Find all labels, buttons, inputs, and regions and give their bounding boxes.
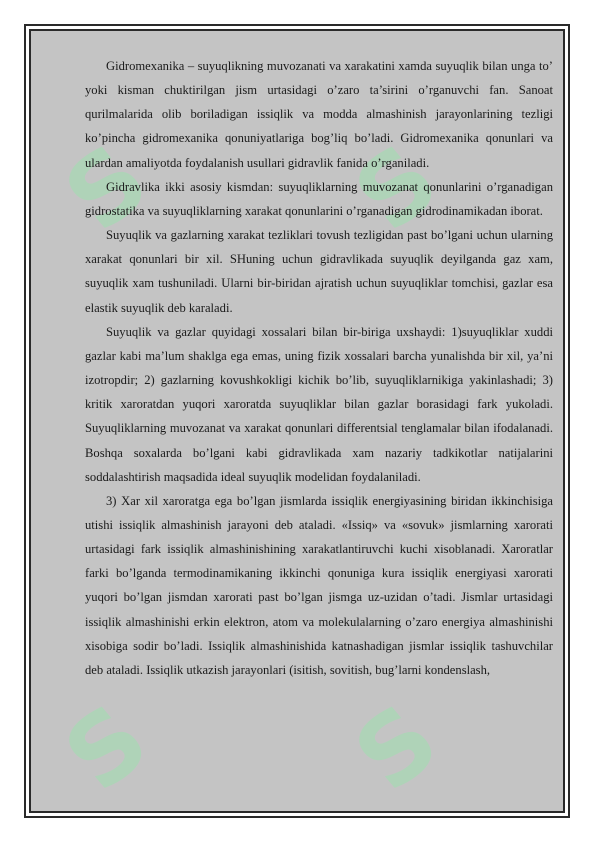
watermark-logo: S	[334, 682, 460, 814]
paragraph: Suyuqlik va gazlarning xarakat tezliklari tovush tezligidan past bo’lgani uchun ularning xarakat qonunlari bir xil. SHuning uchun gidravlikada suyuqlik deyilganda gaz xam, suyuqlik xam tushuniladi. Ularni bir-biridan ajratish uchun suyuqliklar tomchisi, gazlar esa elastik suyuqlik deb karaladi.	[85, 228, 553, 315]
paragraph: Gidravlika ikki asosiy kismdan: suyuqliklarning muvozanat qonunlarini o’rganadigan gidrostatika va suyuqliklarning xarakat qonunlarini o’rganadigan gidrodinamikadan iborat.	[85, 179, 553, 218]
watermark-logo: S	[44, 682, 170, 814]
document-body	[85, 54, 553, 682]
paragraph: Gidromexanika – suyuqlikning muvozanati va xarakatini xamda suyuqlik bilan unga to’ yoki kisman chuktirilgan jism urtasidagi o’zaro ta’sirini o’rganuvchi fan. Sanoat qurilmalarida olib boriladigan issiqlik va modda almashinish jarayonlarining tezligi ko’pincha gidromexanika qonuniyatlariga bog’liq bo’ladi. Gidromexanika qonunlari va ulardan amaliyotda foydalanish usullari gidravlik fanida o’rganiladi.	[85, 59, 553, 170]
paragraph: 3) Xar xil xaroratga ega bo’lgan jismlarda issiqlik energiyasining biridan ikkinchisiga utishi issiqlik almashinish jarayoni deb ataladi. «Issiq» va «sovuk» jismlarning xarorati urtasidagi fark issiqlik almashinishining xarakatlantiruvchi kuchi xisoblanadi. Xaroratlar farki bo’lganda termodinamikaning ikkinchi qonuniga kura issiqlik energiyasi xarorati yuqori bo’lgan jismdan xarorati past bo’lgan jismga uz-uzidan o’tadi. Jismlar urtasidagi issiqlik almashinishi erkin elektron, atom va molekulalarning o’zaro energiya almashinishi xisobiga sodir bo’ladi. Issiqlik almashinishida katnashadigan jismlar issiqlik tashuvchilar deb ataladi. Issiqlik utkazish jarayonlari (isitish, sovitish, bug’larni kondenslash,	[85, 493, 553, 677]
watermark-logo: S	[334, 122, 460, 254]
watermark-logo: S	[44, 122, 170, 254]
paragraph: Suyuqlik va gazlar quyidagi xossalari bilan bir-biriga uxshaydi: 1)suyuqliklar xuddi gazlar kabi ma’lum shaklga ega emas, uning fizik xossalari barcha yunalishda bir xil, ya’ni izotropdir; 2) gazlarning kovushkokligi kichik bo’lib, suyuqliklarnikiga yakinlashadi; 3) kritik xaroratdan yuqori xaroratda suyuqliklar bilan gazlar borasidagi fark yukoladi. Suyuqliklarning muvozanat va xarakat qonunlari differentsial tenglamalar bilan ifodalanadi. Boshqa soxalarda bo’lgani kabi gidravlikada xam nazariy tadkikotlar natijalarini soddalashtirish maqsadida ideal suyuqlik modelidan foydalaniladi.	[85, 324, 553, 484]
